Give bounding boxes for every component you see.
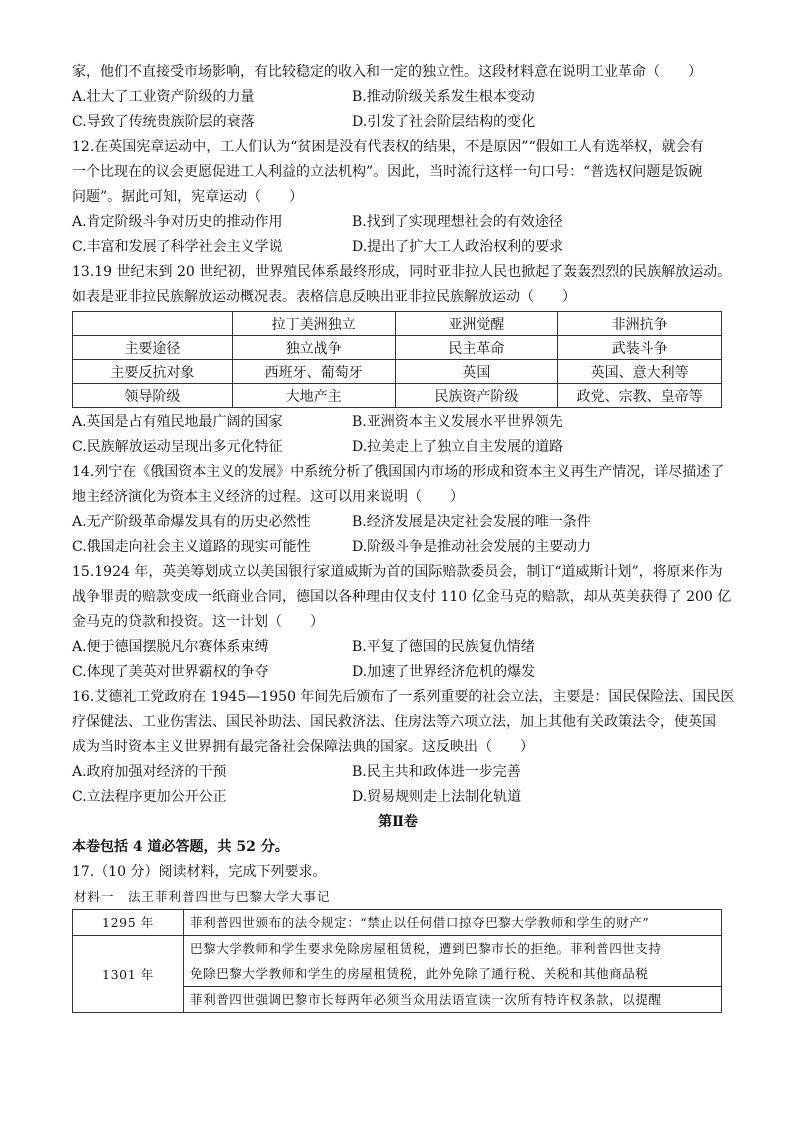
table-cell: 主要途径 (73, 336, 233, 360)
table-row (73, 384, 722, 408)
table-cell-event: 菲利普四世颁布的法令规定：“禁止以任何借口掠夺巴黎大学教师和学生的财产” (184, 910, 722, 936)
q11-option-d[interactable]: D.引发了社会阶层结构的变化 (352, 114, 536, 130)
q11-stem-tail: 家，他们不直接受市场影响，有比较稳定的收入和一定的独立性。这段材料意在说明工业革命（ ） (72, 64, 702, 80)
table-row (73, 360, 722, 384)
q13-option-d[interactable]: D.拉美走上了独立自主发展的道路 (352, 439, 564, 455)
q12-stem-line-2: 一个比现在的议会更愿促进工人利益的立法机构”。因此，当时流行这样一句口号：“普选权问题是饭碗 (72, 164, 703, 180)
q13-options-row-2 (72, 435, 724, 460)
section-title: 第Ⅱ卷 (378, 814, 418, 830)
table-cell: 非洲抗争 (558, 312, 722, 336)
event-line: 免除巴黎大学教师和学生的房屋租赁税，此外免除了通行税、关税和其他商品税 (190, 966, 649, 981)
q16-stem-line-3: 成为当时资本主义世界拥有最完备社会保障法典的国家。这反映出（ ） (72, 739, 534, 755)
table-cell-year: 1301 年 (73, 936, 184, 1013)
q12-option-d[interactable]: D.提出了扩大工人政治权利的要求 (352, 239, 564, 255)
q17-material-title: 材料一 法王菲利普四世与巴黎大学大事记 (74, 889, 331, 904)
q16-option-c[interactable]: C.立法程序更加公开公正 (72, 789, 227, 805)
q17-stem: 17.（10 分）阅读材料，完成下列要求。 (72, 864, 327, 880)
q11-options-row-1 (72, 85, 724, 110)
table-cell: 亚洲觉醒 (395, 312, 558, 336)
q17-events-table (72, 909, 722, 1013)
q12-option-c[interactable]: C.丰富和发展了科学社会主义学说 (72, 239, 283, 255)
table-row (73, 936, 722, 987)
q12-options-row-2 (72, 235, 724, 260)
q16-options-row-2 (72, 785, 724, 810)
q13-option-c[interactable]: C.民族解放运动呈现出多元化特征 (72, 439, 283, 455)
section-intro: 本卷包括 4 道必答题，共 52 分。 (72, 839, 289, 855)
q16-stem-line-2: 疗保健法、工业伤害法、国民补助法、国民救济法、住房法等六项立法，加上其他有关政策法令，使英国 (72, 714, 716, 730)
q13-option-a[interactable]: A.英国是占有殖民地最广阔的国家 (72, 414, 283, 430)
table-cell: 民族资产阶级 (395, 384, 558, 408)
q16-option-b[interactable]: B.民主共和政体进一步完善 (352, 764, 521, 780)
q15-options-row-2 (72, 660, 724, 685)
q13-options-row-1 (72, 410, 724, 435)
q13-stem-line-1: 13.19 世纪末到 20 世纪初，世界殖民体系最终形成，同时亚非拉人民也掀起了轰轰烈烈的民族解放运动。 (72, 264, 732, 280)
q15-stem-line-2: 战争罪责的赔款变成一纸商业合同，德国以各种理由仅支付 110 亿金马克的赔款，却从英美获得了 200 亿 (72, 589, 732, 605)
table-cell: 武装斗争 (558, 336, 722, 360)
event-line: 巴黎大学教师和学生要求免除房屋租赁税，遭到巴黎市长的拒绝。菲利普四世支持 (190, 941, 662, 956)
q12-options-row-1 (72, 210, 724, 235)
table-cell: 英国 (395, 360, 558, 384)
q11-option-c[interactable]: C.导致了传统贵族阶层的衰落 (72, 114, 255, 130)
q11-option-b[interactable]: B.推动阶级关系发生根本变动 (352, 89, 535, 105)
q14-option-b[interactable]: B.经济发展是决定社会发展的唯一条件 (352, 514, 591, 530)
q15-stem-line-1: 15.1924 年，英美筹划成立以美国银行家道威斯为首的国际赔款委员会，制订“道威斯计划”，将原来作为 (72, 564, 723, 580)
q14-stem-line-2: 地主经济演化为资本主义经济的过程。这可以用来说明（ ） (72, 489, 464, 505)
q15-options-row-1 (72, 635, 724, 660)
q13-overview-table (72, 311, 722, 408)
table-cell: 拉丁美洲独立 (232, 312, 395, 336)
table-cell (73, 312, 233, 336)
table-cell: 政党、宗教、皇帝等 (558, 384, 722, 408)
q15-stem-line-3: 金马克的贷款和投资。这一计划（ ） (72, 614, 324, 630)
table-row (73, 910, 722, 936)
table-cell-event (184, 936, 722, 987)
table-cell: 民主革命 (395, 336, 558, 360)
q11-option-a[interactable]: A.壮大了工业资产阶级的力量 (72, 89, 255, 105)
table-cell: 大地产主 (232, 384, 395, 408)
table-cell: 西班牙、葡萄牙 (232, 360, 395, 384)
q15-option-d[interactable]: D.加速了世界经济危机的爆发 (352, 664, 536, 680)
q16-stem-line-1: 16.艾德礼工党政府在 1945—1950 年间先后颁布了一系列重要的社会立法，主要是：国民保险法、国民医 (72, 689, 735, 705)
table-cell: 领导阶级 (73, 384, 233, 408)
q14-options-row-1 (72, 510, 724, 535)
q11-options-row-2 (72, 110, 724, 135)
table-cell: 独立战争 (232, 336, 395, 360)
table-cell: 英国、意大利等 (558, 360, 722, 384)
q12-stem-line-1: 12.在英国宪章运动中，工人们认为“贫困是没有代表权的结果，不是原因”“假如工人有选举权，就会有 (72, 139, 704, 155)
table-row (73, 336, 722, 360)
q13-option-b[interactable]: B.亚洲资本主义发展水平世界领先 (352, 414, 563, 430)
q14-option-c[interactable]: C.俄国走向社会主义道路的现实可能性 (72, 539, 311, 555)
q12-option-b[interactable]: B.找到了实现理想社会的有效途径 (352, 214, 563, 230)
q16-option-a[interactable]: A.政府加强对经济的干预 (72, 764, 227, 780)
exam-page (72, 60, 735, 1013)
q15-option-b[interactable]: B.平复了德国的民族复仇情绪 (352, 639, 535, 655)
q14-option-a[interactable]: A.无产阶级革命爆发具有的历史必然性 (72, 514, 311, 530)
q14-stem-line-1: 14.列宁在《俄国资本主义的发展》中系统分析了俄国国内市场的形成和资本主义再生产情况，详尽描述了 (72, 464, 725, 480)
q16-option-d[interactable]: D.贸易规则走上法制化轨道 (352, 789, 522, 805)
q16-options-row-1 (72, 760, 724, 785)
q15-option-c[interactable]: C.体现了美英对世界霸权的争夺 (72, 664, 269, 680)
q12-option-a[interactable]: A.肯定阶级斗争对历史的推动作用 (72, 214, 283, 230)
q15-option-a[interactable]: A.便于德国摆脱凡尔赛体系束缚 (72, 639, 269, 655)
q12-stem-line-3: 问题”。据此可知，宪章运动（ ） (72, 189, 304, 205)
table-header-row (73, 312, 722, 336)
table-cell-event: 菲利普四世强调巴黎市长每两年必须当众用法语宣读一次所有特许权条款，以提醒 (184, 987, 722, 1013)
q14-options-row-2 (72, 535, 724, 560)
table-cell-year: 1295 年 (73, 910, 184, 936)
q14-option-d[interactable]: D.阶级斗争是推动社会发展的主要动力 (352, 539, 592, 555)
table-cell: 主要反抗对象 (73, 360, 233, 384)
q13-stem-line-2: 如表是亚非拉民族解放运动概况表。表格信息反映出亚非拉民族解放运动（ ） (72, 289, 576, 305)
